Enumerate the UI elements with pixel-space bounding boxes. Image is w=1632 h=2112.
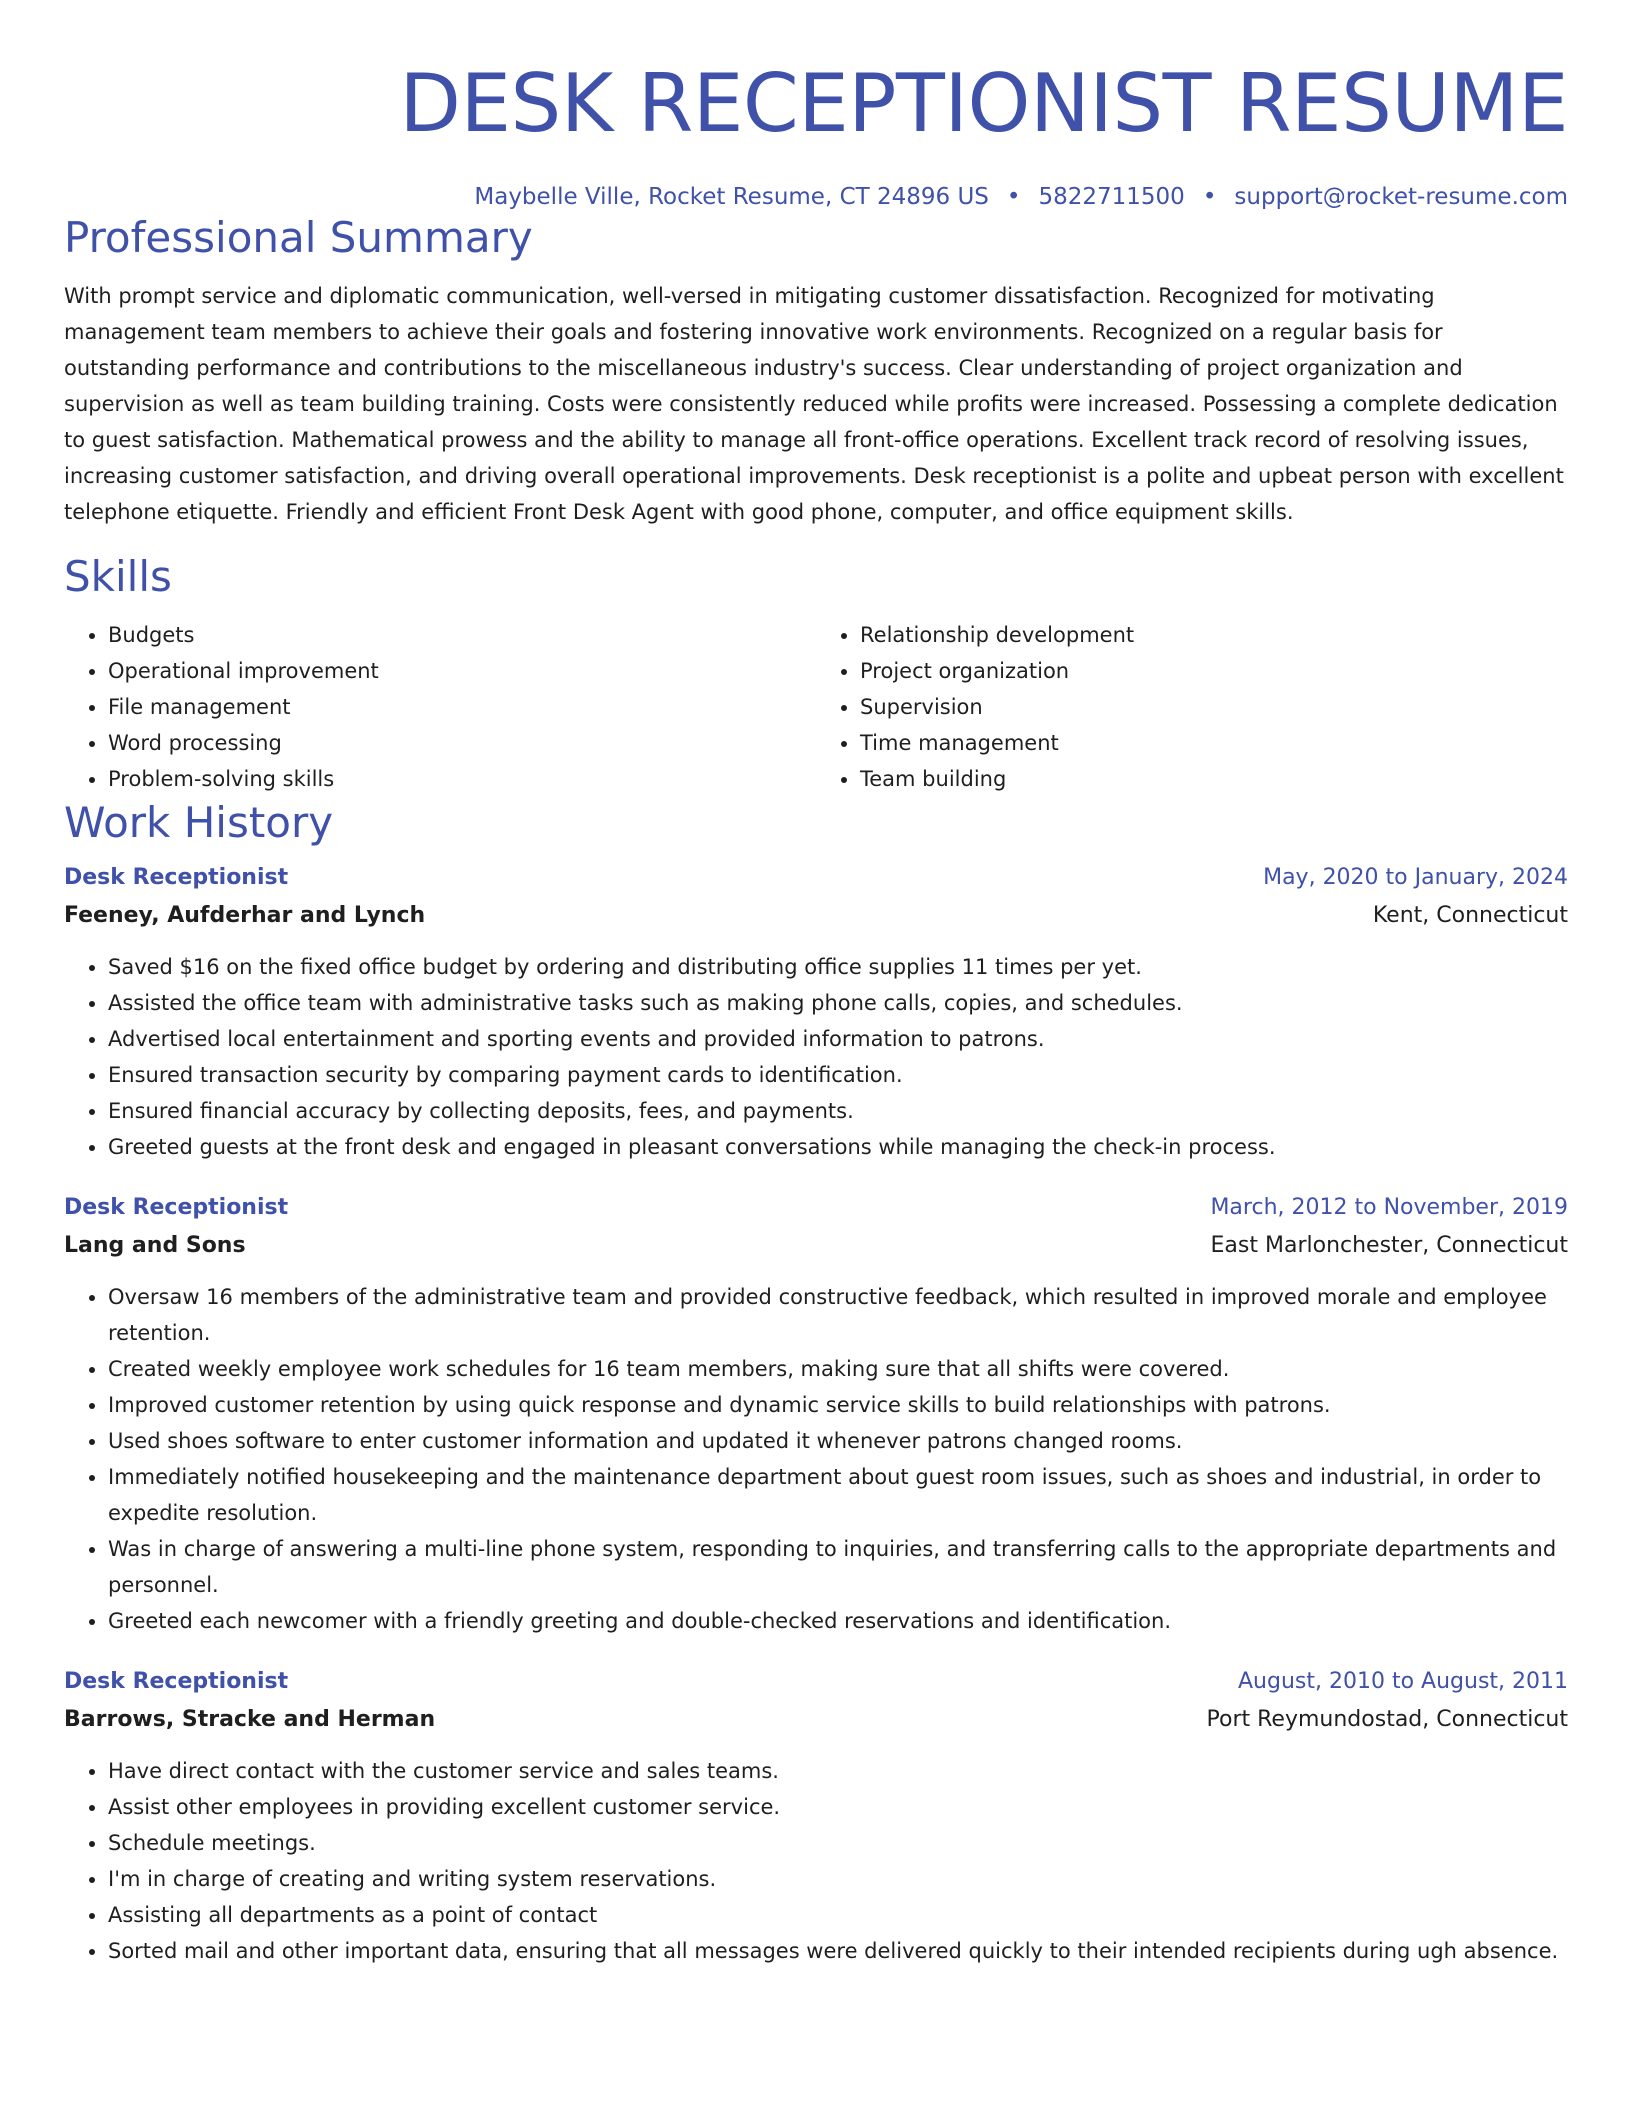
contact-separator: • xyxy=(1006,184,1021,210)
job-location: East Marlonchester, Connecticut xyxy=(1210,1233,1568,1258)
summary-section xyxy=(64,212,1568,530)
skill-item: • Relationship development xyxy=(860,617,1568,653)
job-dates: August, 2010 to August, 2011 xyxy=(1238,1669,1568,1694)
skills-right-list xyxy=(816,617,1568,797)
skill-item: • Budgets xyxy=(108,617,816,653)
job-title-row xyxy=(64,1663,1568,1701)
job-bullet: • Immediately notified housekeeping and the maintenance department about guest room issues, such as shoes and industrial, in order to expedite resolution. xyxy=(108,1459,1568,1531)
job-dates: March, 2012 to November, 2019 xyxy=(1210,1195,1568,1220)
summary-text: With prompt service and diplomatic communication, well-versed in mitigating customer dissatisfaction. Recognized for motivating management team members to achieve their goals and fostering innovative work environments. Recognized on a regular basis for outstanding performance and contributions to the miscellaneous industry's success. Clear understanding of project organization and supervision as well as team building training. Costs were consistently reduced while profits were increased. Possessing a complete dedication to guest satisfaction. Mathematical prowess and the ability to manage all front-office operations. Excellent track record of resolving issues, increasing customer satisfaction, and driving overall operational improvements. Desk receptionist is a polite and upbeat person with excellent telephone etiquette. Friendly and efficient Front Desk Agent with good phone, computer, and office equipment skills. xyxy=(64,284,1564,524)
job-bullet: • I'm in charge of creating and writing system reservations. xyxy=(108,1861,1568,1897)
skill-item: • File management xyxy=(108,689,816,725)
job-dates: May, 2020 to January, 2024 xyxy=(1263,865,1568,890)
job-title-row xyxy=(64,859,1568,897)
job-bullet: • Sorted mail and other important data, ensuring that all messages were delivered quickly to their intended recipients during ugh absence. xyxy=(108,1933,1568,1969)
job-company: Barrows, Stracke and Herman xyxy=(64,1707,436,1732)
job-bullet: • Improved customer retention by using quick response and dynamic service skills to build relationships with patrons. xyxy=(108,1387,1568,1423)
job-location: Kent, Connecticut xyxy=(1372,903,1568,928)
skill-item: • Problem-solving skills xyxy=(108,761,816,797)
job-company-row xyxy=(64,897,1568,935)
job-bullet: • Greeted each newcomer with a friendly greeting and double-checked reservations and identification. xyxy=(108,1603,1568,1639)
resume-header xyxy=(64,0,1568,212)
work-history-heading: Work History xyxy=(64,798,334,847)
skill-item: • Time management xyxy=(860,725,1568,761)
job-bullet: • Schedule meetings. xyxy=(108,1825,1568,1861)
job-bullet: • Used shoes software to enter customer information and updated it whenever patrons changed rooms. xyxy=(108,1423,1568,1459)
skill-item: • Word processing xyxy=(108,725,816,761)
resume-title: DESK RECEPTIONIST RESUME xyxy=(399,57,1568,150)
job-title: Desk Receptionist xyxy=(64,865,289,890)
job-entry xyxy=(64,1189,1568,1639)
skill-item: • Supervision xyxy=(860,689,1568,725)
job-bullet: • Created weekly employee work schedules for 16 team members, making sure that all shifts were covered. xyxy=(108,1351,1568,1387)
contact-line xyxy=(64,182,1568,212)
skills-columns xyxy=(64,617,1568,797)
skills-heading: Skills xyxy=(64,552,172,601)
job-bullet: • Was in charge of answering a multi-line phone system, responding to inquiries, and transferring calls to the appropriate departments and personnel. xyxy=(108,1531,1568,1603)
job-location: Port Reymundostad, Connecticut xyxy=(1206,1707,1568,1732)
job-bullet: • Ensured transaction security by comparing payment cards to identification. xyxy=(108,1057,1568,1093)
skill-item: • Operational improvement xyxy=(108,653,816,689)
contact-address: Maybelle Ville, Rocket Resume, CT 24896 US xyxy=(474,184,989,210)
job-entry xyxy=(64,859,1568,1165)
job-company: Lang and Sons xyxy=(64,1233,246,1258)
contact-separator: • xyxy=(1202,184,1217,210)
job-bullet: • Have direct contact with the customer service and sales teams. xyxy=(108,1753,1568,1789)
job-company-row xyxy=(64,1227,1568,1265)
job-bullet: • Oversaw 16 members of the administrative team and provided constructive feedback, which resulted in improved morale and employee retention. xyxy=(108,1279,1568,1351)
contact-email: support@rocket-resume.com xyxy=(1234,184,1568,210)
skills-section xyxy=(64,551,1568,797)
job-bullets xyxy=(64,949,1568,1165)
job-bullet: • Assisting all departments as a point of contact xyxy=(108,1897,1568,1933)
job-bullets xyxy=(64,1753,1568,1969)
job-bullet: • Greeted guests at the front desk and engaged in pleasant conversations while managing the check-in process. xyxy=(108,1129,1568,1165)
job-bullet: • Assist other employees in providing excellent customer service. xyxy=(108,1789,1568,1825)
skill-item: • Team building xyxy=(860,761,1568,797)
contact-phone: 5822711500 xyxy=(1038,184,1185,210)
work-history-section xyxy=(64,797,1568,1969)
job-bullet: • Advertised local entertainment and sporting events and provided information to patrons. xyxy=(108,1021,1568,1057)
job-bullet: • Saved $16 on the fixed office budget by ordering and distributing office supplies 11 times per yet. xyxy=(108,949,1568,985)
job-bullet: • Assisted the office team with administrative tasks such as making phone calls, copies, and schedules. xyxy=(108,985,1568,1021)
summary-heading: Professional Summary xyxy=(64,213,533,262)
job-entry xyxy=(64,1663,1568,1969)
job-title: Desk Receptionist xyxy=(64,1669,289,1694)
job-bullet: • Ensured financial accuracy by collecting deposits, fees, and payments. xyxy=(108,1093,1568,1129)
skill-item: • Project organization xyxy=(860,653,1568,689)
job-company-row xyxy=(64,1701,1568,1739)
job-title-row xyxy=(64,1189,1568,1227)
skills-left-list xyxy=(64,617,816,797)
job-company: Feeney, Aufderhar and Lynch xyxy=(64,903,426,928)
job-bullets xyxy=(64,1279,1568,1639)
job-title: Desk Receptionist xyxy=(64,1195,289,1220)
